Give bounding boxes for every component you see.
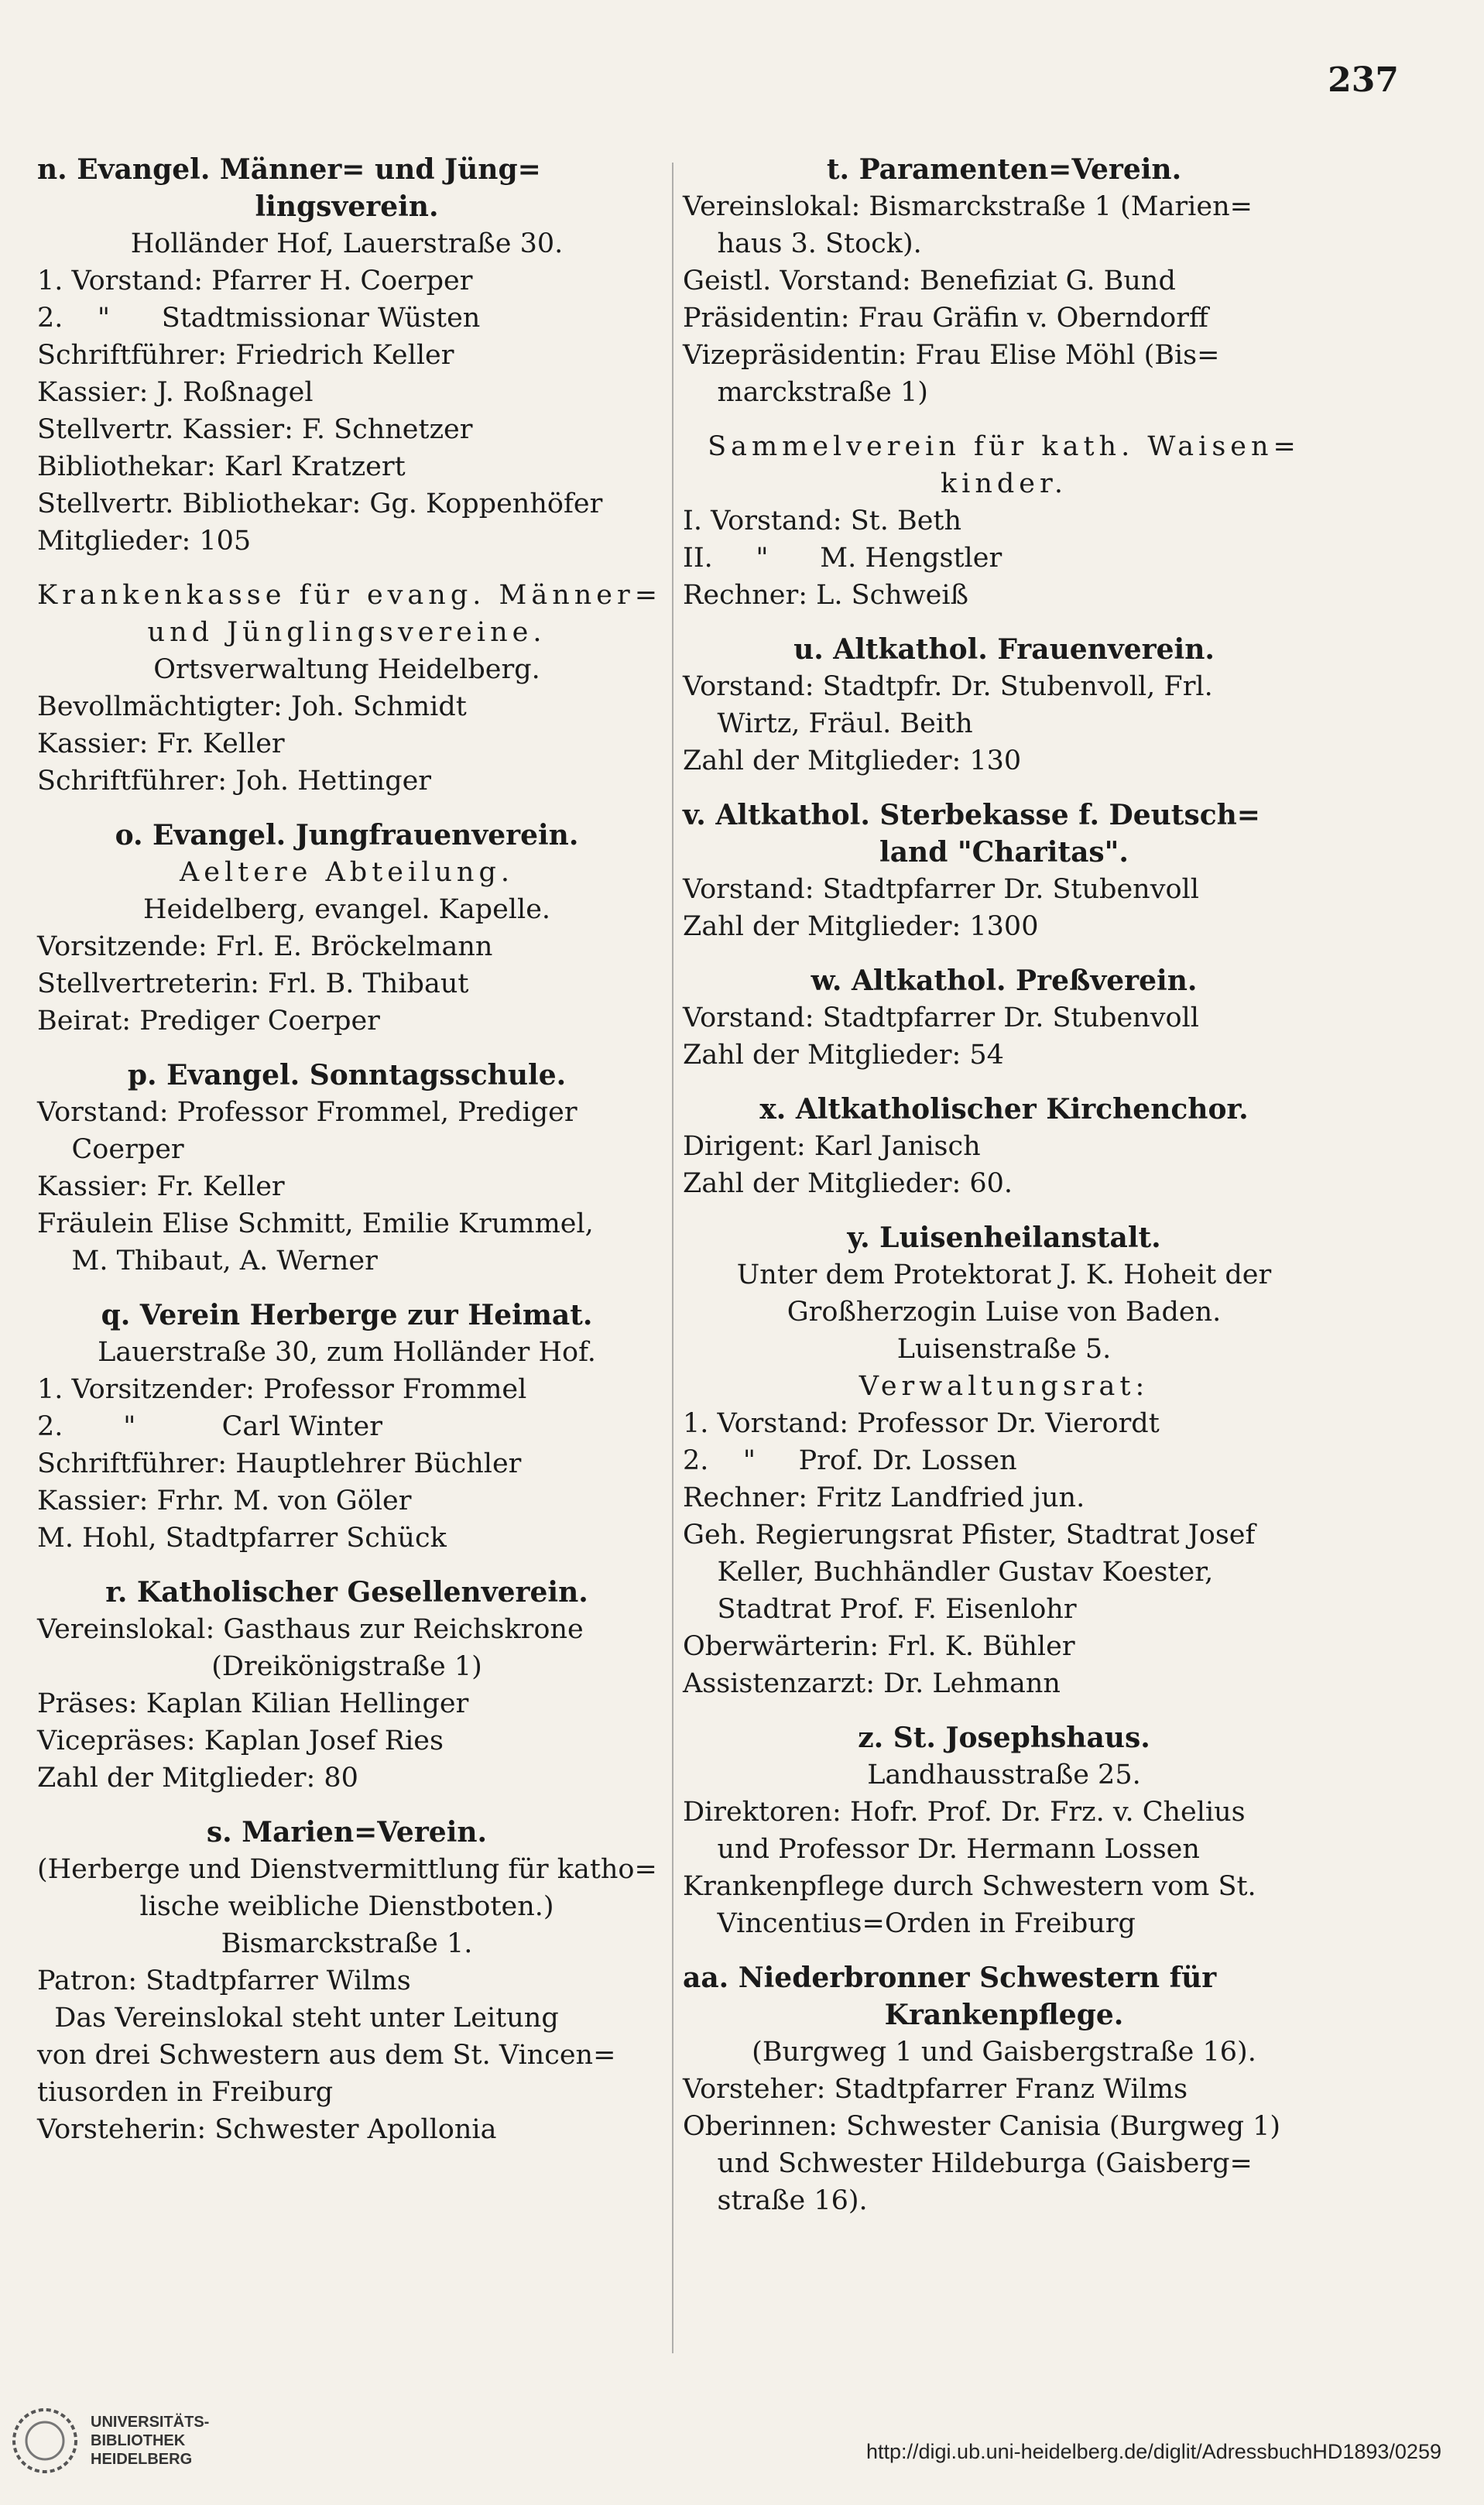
- column-divider: [672, 163, 673, 2353]
- directory-entry: [683, 962, 1325, 1074]
- entry-line: Großherzogin Luise von Baden.: [787, 1297, 1222, 1328]
- entry-line: Rechner: L. Schweiß: [683, 580, 968, 611]
- entry-line: Präses: Kaplan Kilian Hellinger: [37, 1688, 469, 1719]
- directory-entry: [683, 631, 1325, 780]
- entry-line: Kassier: Fr. Keller: [37, 1171, 285, 1202]
- entry-line: Vorstand: Stadtpfarrer Dr. Stubenvoll: [683, 874, 1199, 905]
- entry-heading: z. St. Josephshaus.: [858, 1722, 1150, 1754]
- directory-entry: [683, 1219, 1325, 1702]
- entry-line: (Burgweg 1 und Gaisbergstraße 16).: [752, 2037, 1256, 2068]
- entry-line: Holländer Hof, Lauerstraße 30.: [130, 228, 564, 259]
- entry-line: Vicepräses: Kaplan Josef Ries: [37, 1725, 444, 1756]
- entry-line: 1. Vorstand: Pfarrer H. Coerper: [37, 266, 473, 296]
- entry-heading: p. Evangel. Sonntagsschule.: [127, 1059, 567, 1091]
- directory-entry: [37, 1297, 656, 1557]
- entry-line: Stellvertreterin: Frl. B. Thibaut: [37, 968, 469, 999]
- entry-line: Zahl der Mitglieder: 54: [683, 1040, 1004, 1071]
- entry-line: Vorsteher: Stadtpfarrer Franz Wilms: [683, 2074, 1188, 2105]
- entry-line: Vizepräsidentin: Frau Elise Möhl (Bis=: [683, 340, 1220, 371]
- entry-line: Schriftführer: Hauptlehrer Büchler: [37, 1448, 522, 1479]
- entry-line: Bibliothekar: Karl Kratzert: [37, 451, 406, 482]
- entry-line: und Professor Dr. Hermann Lossen: [683, 1834, 1200, 1865]
- entry-line: (Dreikönigstraße 1): [211, 1651, 482, 1682]
- directory-entry: [683, 1719, 1325, 1942]
- entry-heading: o. Evangel. Jungfrauenverein.: [115, 819, 579, 852]
- entry-line: Stadtrat Prof. F. Eisenlohr: [683, 1594, 1077, 1625]
- entry-heading: r. Katholischer Gesellenverein.: [105, 1576, 588, 1609]
- entry-line: Fräulein Elise Schmitt, Emilie Krummel,: [37, 1208, 594, 1239]
- directory-entry: [683, 797, 1325, 945]
- library-name: [91, 2413, 209, 2469]
- entry-line: lische weibliche Dienstboten.): [139, 1891, 554, 1922]
- directory-entry: [683, 428, 1325, 614]
- entry-line: Wirtz, Fräul. Beith: [683, 708, 973, 739]
- entry-line: Vorstand: Stadtpfarrer Dr. Stubenvoll: [683, 1002, 1199, 1033]
- left-column: [37, 151, 663, 2165]
- entry-line: kinder.: [940, 468, 1068, 499]
- entry-line: und Jünglingsvereine.: [147, 617, 547, 648]
- entry-line: Assistenzarzt: Dr. Lehmann: [683, 1668, 1061, 1699]
- entry-line: Landhausstraße 25.: [867, 1760, 1141, 1791]
- entry-line: Ortsverwaltung Heidelberg.: [153, 654, 540, 685]
- page-number: 237: [1328, 60, 1399, 100]
- entry-line: Oberinnen: Schwester Canisia (Burgweg 1): [683, 2111, 1281, 2142]
- entry-heading: u. Altkathol. Frauenverein.: [793, 633, 1215, 666]
- entry-line: Lauerstraße 30, zum Holländer Hof.: [98, 1337, 596, 1368]
- entry-line: Kassier: J. Roßnagel: [37, 377, 314, 408]
- entry-line: Bismarckstraße 1.: [221, 1928, 473, 1959]
- directory-entry: [37, 1814, 656, 2148]
- entry-heading: Krankenpflege.: [884, 1999, 1124, 2031]
- entry-line: Vereinslokal: Gasthaus zur Reichskrone: [37, 1614, 584, 1645]
- entry-line: und Schwester Hildeburga (Gaisberg=: [683, 2148, 1253, 2179]
- entry-line: Kassier: Fr. Keller: [37, 728, 285, 759]
- entry-heading: aa. Niederbronner Schwestern für: [683, 1962, 1217, 1994]
- library-seal-icon: [12, 2407, 78, 2474]
- entry-line: Bevollmächtigter: Joh. Schmidt: [37, 691, 467, 722]
- entry-line: I. Vorstand: St. Beth: [683, 505, 962, 536]
- directory-entry: [37, 577, 663, 800]
- entry-line: Zahl der Mitglieder: 130: [683, 745, 1022, 776]
- entry-line: Luisenstraße 5.: [896, 1334, 1112, 1365]
- entry-line: II. " M. Hengstler: [683, 543, 1002, 574]
- entry-line: Mitglieder: 105: [37, 526, 252, 557]
- entry-line: Keller, Buchhändler Gustav Koester,: [683, 1557, 1214, 1588]
- entry-line: Zahl der Mitglieder: 60.: [683, 1168, 1013, 1199]
- entry-line: Krankenkasse für evang. Männer=: [37, 580, 663, 611]
- entry-line: Oberwärterin: Frl. K. Bühler: [683, 1631, 1075, 1662]
- entry-line: Beirat: Prediger Coerper: [37, 1006, 380, 1037]
- entry-line: Heidelberg, evangel. Kapelle.: [142, 894, 551, 925]
- entry-line: M. Thibaut, A. Werner: [37, 1246, 378, 1276]
- directory-entry: [37, 1574, 656, 1797]
- entry-line: Aeltere Abteilung.: [180, 857, 514, 888]
- entry-line: Vorstand: Professor Frommel, Prediger: [37, 1097, 577, 1128]
- entry-heading: s. Marien=Verein.: [206, 1816, 488, 1849]
- entry-line: Patron: Stadtpfarrer Wilms: [37, 1965, 411, 1996]
- entry-line: Stellvertr. Bibliothekar: Gg. Koppenhöfer: [37, 488, 603, 519]
- entry-heading: q. Verein Herberge zur Heimat.: [101, 1299, 593, 1331]
- entry-line: Vereinslokal: Bismarckstraße 1 (Marien=: [683, 191, 1253, 222]
- entry-line: Vorsteherin: Schwester Apollonia: [37, 2114, 497, 2145]
- entry-line: Das Vereinslokal steht unter Leitung: [37, 2003, 559, 2034]
- entry-heading: v. Altkathol. Sterbekasse f. Deutsch=: [683, 799, 1260, 831]
- entry-line: M. Hohl, Stadtpfarrer Schück: [37, 1523, 447, 1554]
- entry-line: Kassier: Frhr. M. von Göler: [37, 1486, 412, 1516]
- entry-heading: t. Paramenten=Verein.: [826, 153, 1182, 186]
- entry-line: Sammelverein für kath. Waisen=: [708, 431, 1301, 462]
- entry-line: haus 3. Stock).: [683, 228, 922, 259]
- entry-heading: x. Altkatholischer Kirchenchor.: [759, 1093, 1249, 1126]
- directory-entry: [37, 817, 656, 1040]
- source-url-link[interactable]: http://digi.ub.uni-heidelberg.de/diglit/AdressbuchHD1893/0259: [865, 2440, 1441, 2463]
- entry-line: Geh. Regierungsrat Pfister, Stadtrat Josef: [683, 1520, 1256, 1551]
- entry-line: marckstraße 1): [683, 377, 928, 408]
- entry-line: von drei Schwestern aus dem St. Vincen=: [37, 2040, 616, 2071]
- entry-line: Stellvertr. Kassier: F. Schnetzer: [37, 414, 473, 445]
- directory-entry: [683, 151, 1325, 411]
- library-logo[interactable]: [12, 2407, 209, 2474]
- entry-line: Vorstand: Stadtpfr. Dr. Stubenvoll, Frl.: [683, 671, 1213, 702]
- entry-line: 2. " Carl Winter: [37, 1411, 382, 1442]
- entry-line: Zahl der Mitglieder: 80: [37, 1763, 358, 1794]
- entry-line: Coerper: [37, 1134, 184, 1165]
- entry-line: Zahl der Mitglieder: 1300: [683, 911, 1039, 942]
- entry-line: Vincentius=Orden in Freiburg: [683, 1908, 1136, 1939]
- entry-line: Verwaltungsrat:: [859, 1371, 1150, 1402]
- entry-line: Präsidentin: Frau Gräfin v. Oberndorff: [683, 303, 1208, 334]
- entry-line: Schriftführer: Joh. Hettinger: [37, 766, 432, 797]
- entry-line: Vorsitzende: Frl. E. Bröckelmann: [37, 931, 493, 962]
- directory-entry: [37, 151, 656, 560]
- entry-line: Geistl. Vorstand: Benefiziat G. Bund: [683, 266, 1176, 296]
- directory-entry: [683, 1959, 1325, 2219]
- entry-line: tiusorden in Freiburg: [37, 2077, 334, 2108]
- entry-line: 1. Vorsitzender: Professor Frommel: [37, 1374, 527, 1405]
- entry-line: 2. " Stadtmissionar Wüsten: [37, 303, 481, 334]
- entry-line: 1. Vorstand: Professor Dr. Vierordt: [683, 1408, 1160, 1439]
- directory-entry: [37, 1057, 656, 1280]
- library-name-line: UNIVERSITÄTS-: [91, 2414, 210, 2431]
- library-name-line: HEIDELBERG: [91, 2451, 193, 2468]
- entry-heading: land "Charitas".: [879, 836, 1129, 869]
- directory-entry: [683, 1091, 1325, 1202]
- entry-heading: n. Evangel. Männer= und Jüng=: [37, 153, 541, 186]
- entry-line: (Herberge und Dienstvermittlung für katho=: [37, 1854, 657, 1885]
- entry-line: Schriftführer: Friedrich Keller: [37, 340, 454, 371]
- entry-line: 2. " Prof. Dr. Lossen: [683, 1445, 1017, 1476]
- entry-heading: lingsverein.: [255, 190, 439, 223]
- entry-line: straße 16).: [683, 2185, 868, 2216]
- entry-heading: y. Luisenheilanstalt.: [847, 1222, 1161, 1254]
- right-column: [683, 151, 1325, 2236]
- entry-line: Dirigent: Karl Janisch: [683, 1131, 981, 1162]
- entry-line: Krankenpflege durch Schwestern vom St.: [683, 1871, 1256, 1902]
- library-name-line: BIBLIOTHEK: [91, 2432, 186, 2449]
- entry-line: Direktoren: Hofr. Prof. Dr. Frz. v. Chelius: [683, 1797, 1246, 1828]
- entry-line: Unter dem Protektorat J. K. Hoheit der: [736, 1259, 1272, 1290]
- entry-heading: w. Altkathol. Preßverein.: [811, 965, 1198, 997]
- entry-line: Rechner: Fritz Landfried jun.: [683, 1482, 1085, 1513]
